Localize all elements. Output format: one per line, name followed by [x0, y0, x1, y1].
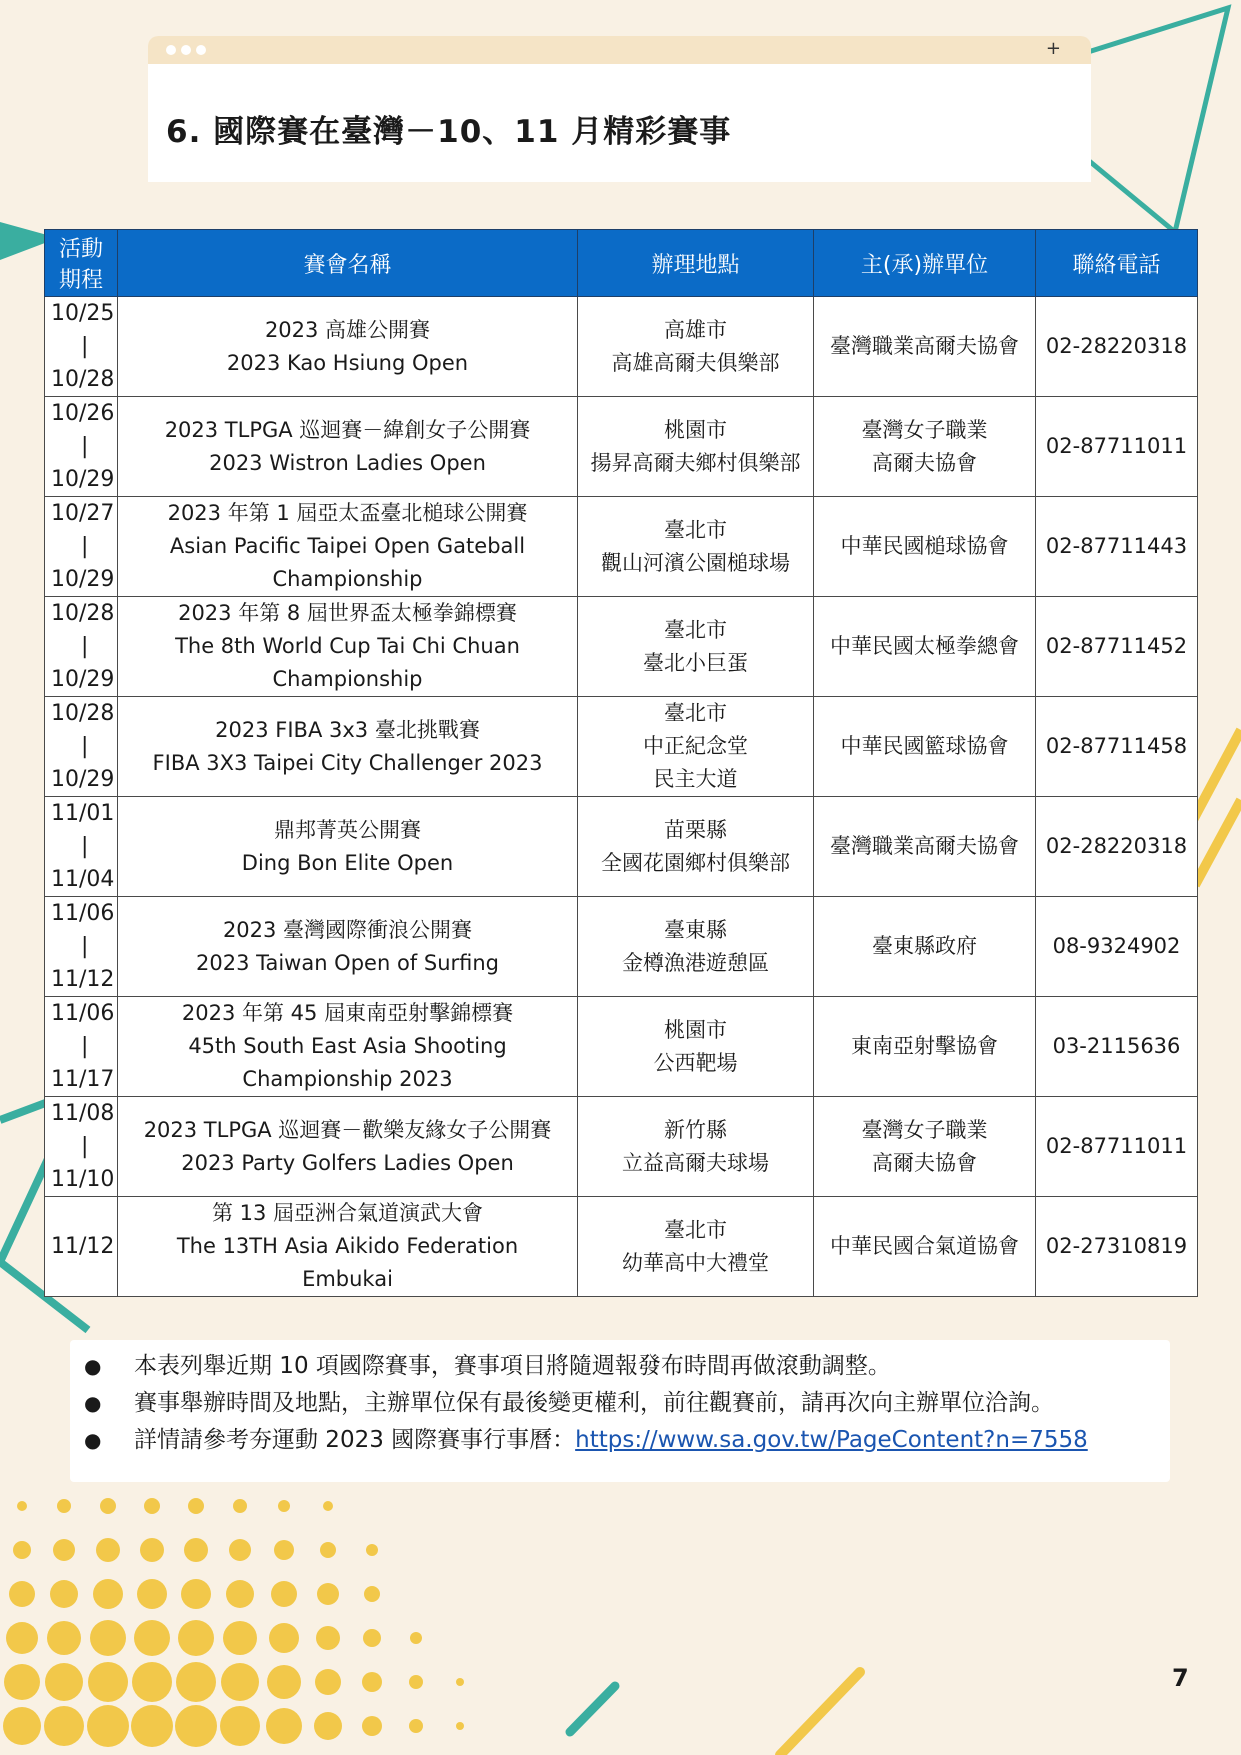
phone-cell: [1036, 397, 1198, 497]
teal-line-decoration: [1088, 160, 1175, 232]
location-cell-line: 桃園市: [664, 417, 727, 442]
organizer-cell: [814, 297, 1036, 397]
location-cell-line: 高雄市: [664, 317, 727, 342]
period-cell: [45, 1097, 118, 1197]
period-cell: [45, 697, 118, 797]
location-cell: [578, 497, 814, 597]
organizer-cell-line: 臺灣女子職業: [861, 1117, 988, 1142]
event-name-cell-line: The 13TH Asia Aikido Federation: [176, 1234, 519, 1258]
organizer-cell: [814, 797, 1036, 897]
table-body: [45, 297, 1198, 1297]
table-row: [45, 797, 1198, 897]
location-cell: [578, 897, 814, 997]
phone-cell-line: 02-87711443: [1045, 534, 1188, 558]
location-cell: [578, 1097, 814, 1197]
period-cell: [45, 997, 118, 1097]
organizer-cell-line: 中華民國太極拳總會: [830, 634, 1019, 658]
location-cell-line: 中正紀念堂: [643, 734, 748, 758]
note-text: 詳情請參考夯運動 2023 國際賽事行事曆：: [134, 1427, 576, 1453]
period-cell: [45, 297, 118, 397]
location-cell-line: 桃園市: [664, 1017, 727, 1042]
event-name-cell: [118, 697, 578, 797]
event-name-cell-line: 2023 臺灣國際衝浪公開賽: [222, 917, 473, 942]
table-row: [45, 897, 1198, 997]
period-end: 10/29: [51, 767, 115, 792]
page-title: 6. 國際賽在臺灣－10、11 月精彩賽事: [166, 114, 732, 150]
event-name-cell-line: 2023 Taiwan Open of Surfing: [195, 950, 500, 975]
period-end: 11/04: [51, 867, 115, 892]
period-separator: |: [81, 434, 89, 459]
table-header-row: [45, 230, 1198, 297]
organizer-cell-line: 高爾夫協會: [872, 1150, 977, 1175]
organizer-cell-line: 中華民國籃球協會: [840, 734, 1009, 758]
organizer-cell: [814, 397, 1036, 497]
period-end: 10/29: [51, 667, 115, 692]
location-cell-line: 立益高爾夫球場: [622, 1150, 769, 1175]
phone-cell: [1036, 697, 1198, 797]
notes-box: [70, 1340, 1170, 1482]
period-end: 10/28: [51, 367, 115, 392]
table-row: [45, 697, 1198, 797]
column-header-label: 辦理地點: [651, 252, 740, 278]
event-name-cell-line: 2023 年第 8 屆世界盃太極拳錦標賽: [178, 601, 517, 625]
column-header-label: 聯絡電話: [1072, 252, 1161, 278]
period-start: 11/06: [51, 1001, 115, 1026]
column-header-label: 活動: [58, 237, 103, 262]
organizer-cell: [814, 597, 1036, 697]
event-name-cell-line: Championship 2023: [242, 1067, 453, 1091]
note-text: 本表列舉近期 10 項國際賽事，賽事項目將隨週報發布時間再做滾動調整。: [134, 1353, 891, 1379]
event-name-cell-line: 2023 TLPGA 巡迴賽－緯創女子公開賽: [164, 417, 531, 442]
location-cell-line: 全國花園鄉村俱樂部: [601, 850, 790, 875]
table-row: [45, 497, 1198, 597]
table-row: [45, 297, 1198, 397]
event-name-cell-line: Embukai: [302, 1267, 393, 1291]
period-cell: [45, 497, 118, 597]
event-name-cell-line: 2023 高雄公開賽: [264, 317, 431, 342]
period-cell: [45, 797, 118, 897]
period-separator: |: [81, 834, 89, 859]
event-name-cell-line: Asian Pacific Taipei Open Gateball: [169, 534, 526, 558]
location-cell-line: 高雄高爾夫俱樂部: [611, 350, 780, 375]
events-table: [44, 229, 1198, 1297]
organizer-cell-line: 高爾夫協會: [872, 450, 977, 475]
location-cell-line: 臺北市: [664, 517, 727, 542]
period-separator: |: [81, 1034, 89, 1059]
event-name-cell: [118, 897, 578, 997]
period-end: 11/12: [51, 967, 115, 992]
organizer-cell-line: 中華民國槌球協會: [840, 534, 1009, 558]
event-name-cell-line: Championship: [272, 567, 423, 591]
page-number: 7: [1172, 1664, 1189, 1692]
event-name-cell-line: 第 13 屆亞洲合氣道演武大會: [211, 1201, 484, 1225]
period-start: 10/25: [51, 301, 115, 326]
organizer-cell-line: 臺灣職業高爾夫協會: [830, 834, 1019, 858]
location-cell-line: 臺北小巨蛋: [643, 650, 748, 675]
event-name-cell: [118, 497, 578, 597]
column-header-label: 賽會名稱: [303, 252, 392, 278]
phone-cell: [1036, 797, 1198, 897]
dot-pattern-decoration: [3, 1498, 464, 1747]
period-start: 11/01: [51, 801, 115, 826]
period-start: 11/06: [51, 901, 115, 926]
location-cell-line: 臺東縣: [664, 917, 727, 942]
organizer-cell: [814, 897, 1036, 997]
event-name-cell-line: 45th South East Asia Shooting: [188, 1034, 507, 1058]
organizer-cell: [814, 997, 1036, 1097]
location-cell-line: 新竹縣: [664, 1117, 727, 1142]
location-cell: [578, 697, 814, 797]
column-header: [578, 230, 814, 297]
event-name-cell-line: 2023 年第 1 屆亞太盃臺北槌球公開賽: [167, 501, 528, 525]
event-name-cell-line: Championship: [272, 667, 423, 691]
location-cell: [578, 797, 814, 897]
organizer-cell-line: 臺灣職業高爾夫協會: [830, 334, 1019, 358]
location-cell-line: 苗栗縣: [664, 817, 727, 842]
column-header-label: 期程: [58, 268, 103, 293]
window-dots-icon: [166, 45, 206, 55]
phone-cell: [1036, 497, 1198, 597]
event-name-cell-line: 2023 FIBA 3x3 臺北挑戰賽: [215, 717, 480, 742]
location-cell-line: 公西靶場: [653, 1050, 738, 1075]
event-name-cell-line: FIBA 3X3 Taipei City Challenger 2023: [152, 750, 543, 775]
phone-cell-line: 03-2115636: [1052, 1034, 1181, 1058]
phone-cell: [1036, 997, 1198, 1097]
location-cell-line: 臺北市: [664, 701, 727, 725]
location-cell: [578, 997, 814, 1097]
note-item: [70, 1422, 1170, 1459]
phone-cell-line: 02-28220318: [1045, 834, 1188, 858]
period-separator: |: [81, 934, 89, 959]
period-separator: |: [81, 734, 89, 759]
location-cell-line: 揚昇高爾夫鄉村俱樂部: [590, 450, 801, 475]
location-cell-line: 臺北市: [664, 1217, 727, 1242]
location-cell-line: 民主大道: [653, 767, 738, 791]
period-cell: [45, 1197, 118, 1297]
location-cell-line: 幼華高中大禮堂: [622, 1250, 769, 1275]
table-row: [45, 1097, 1198, 1197]
location-cell: [578, 297, 814, 397]
location-cell: [578, 597, 814, 697]
event-name-cell-line: 2023 Kao Hsiung Open: [226, 350, 469, 375]
event-name-cell: [118, 1097, 578, 1197]
event-name-cell-line: 2023 Party Golfers Ladies Open: [181, 1150, 514, 1175]
bullet-icon: ●: [84, 1354, 102, 1378]
phone-cell-line: 02-87711011: [1045, 1134, 1188, 1158]
organizer-cell-line: 東南亞射擊協會: [851, 1034, 998, 1058]
organizer-cell: [814, 1197, 1036, 1297]
phone-cell-line: 02-87711458: [1045, 734, 1188, 758]
yellow-stroke-decoration: [780, 1672, 860, 1755]
event-name-cell-line: 2023 Wistron Ladies Open: [209, 450, 486, 475]
organizer-cell: [814, 697, 1036, 797]
phone-cell: [1036, 1097, 1198, 1197]
phone-cell-line: 02-28220318: [1045, 334, 1188, 358]
phone-cell-line: 02-87711011: [1045, 434, 1188, 458]
column-header: [1036, 230, 1198, 297]
period-start: 10/28: [51, 601, 115, 626]
organizer-cell-line: 臺灣女子職業: [861, 417, 988, 442]
notes-list: [70, 1340, 1170, 1459]
phone-cell-line: 02-27310819: [1045, 1234, 1188, 1258]
period-end: 11/10: [51, 1167, 115, 1192]
table-row: [45, 1197, 1198, 1297]
event-name-cell: [118, 397, 578, 497]
phone-cell-line: 08-9324902: [1052, 934, 1181, 958]
column-header: [118, 230, 578, 297]
organizer-cell-line: 臺東縣政府: [872, 934, 977, 958]
phone-cell: [1036, 897, 1198, 997]
note-text: 賽事舉辦時間及地點，主辦單位保有最後變更權利，前往觀賽前，請再次向主辦單位洽詢。: [134, 1390, 1054, 1416]
period-separator: |: [81, 634, 89, 659]
event-name-cell: [118, 1197, 578, 1297]
period-end: 10/29: [51, 567, 115, 592]
location-cell-line: 金樽漁港遊憩區: [622, 950, 769, 975]
table-row: [45, 597, 1198, 697]
period-separator: |: [81, 1134, 89, 1159]
phone-cell: [1036, 1197, 1198, 1297]
period-cell: [45, 897, 118, 997]
period-separator: |: [81, 334, 89, 359]
event-name-cell: [118, 997, 578, 1097]
title-bar: [148, 36, 1091, 64]
event-name-cell-line: 2023 年第 45 屆東南亞射擊錦標賽: [181, 1001, 514, 1025]
period-start: 10/26: [51, 401, 115, 426]
period-start: 11/12: [51, 1234, 115, 1259]
organizer-cell: [814, 1097, 1036, 1197]
teal-triangle-decoration: [1088, 8, 1228, 232]
event-name-cell-line: The 8th World Cup Tai Chi Chuan: [175, 634, 520, 658]
period-end: 11/17: [51, 1067, 115, 1092]
phone-cell: [1036, 297, 1198, 397]
period-end: 10/29: [51, 467, 115, 492]
event-name-cell-line: 鼎邦菁英公開賽: [274, 817, 421, 842]
event-name-cell-line: Ding Bon Elite Open: [241, 850, 454, 875]
phone-cell: [1036, 597, 1198, 697]
location-cell: [578, 1197, 814, 1297]
note-item: [70, 1385, 1170, 1422]
period-start: 11/08: [51, 1101, 115, 1126]
location-cell-line: 觀山河濱公園槌球場: [601, 550, 790, 575]
organizer-cell-line: 中華民國合氣道協會: [830, 1234, 1019, 1258]
column-header: [814, 230, 1036, 297]
event-name-cell: [118, 797, 578, 897]
event-name-cell: [118, 597, 578, 697]
period-cell: [45, 597, 118, 697]
column-header-label: 主(承)辦單位: [860, 252, 989, 278]
table-row: [45, 397, 1198, 497]
organizer-cell: [814, 497, 1036, 597]
period-start: 10/28: [51, 701, 115, 726]
calendar-link[interactable]: https://www.sa.gov.tw/PageContent?n=7558: [575, 1427, 1088, 1453]
teal-stroke-decoration: [570, 1686, 615, 1732]
period-cell: [45, 397, 118, 497]
event-name-cell: [118, 297, 578, 397]
phone-cell-line: 02-87711452: [1045, 634, 1188, 658]
location-cell-line: 臺北市: [664, 617, 727, 642]
location-cell: [578, 397, 814, 497]
note-item: [70, 1348, 1170, 1385]
period-separator: |: [81, 534, 89, 559]
table-row: [45, 997, 1198, 1097]
column-header: [45, 230, 118, 297]
event-name-cell-line: 2023 TLPGA 巡迴賽－歡樂友緣女子公開賽: [143, 1117, 552, 1142]
title-card: [148, 36, 1091, 182]
period-start: 10/27: [51, 501, 115, 526]
bullet-icon: ●: [84, 1428, 102, 1452]
plus-icon: +: [1045, 38, 1061, 59]
bullet-icon: ●: [84, 1391, 102, 1415]
